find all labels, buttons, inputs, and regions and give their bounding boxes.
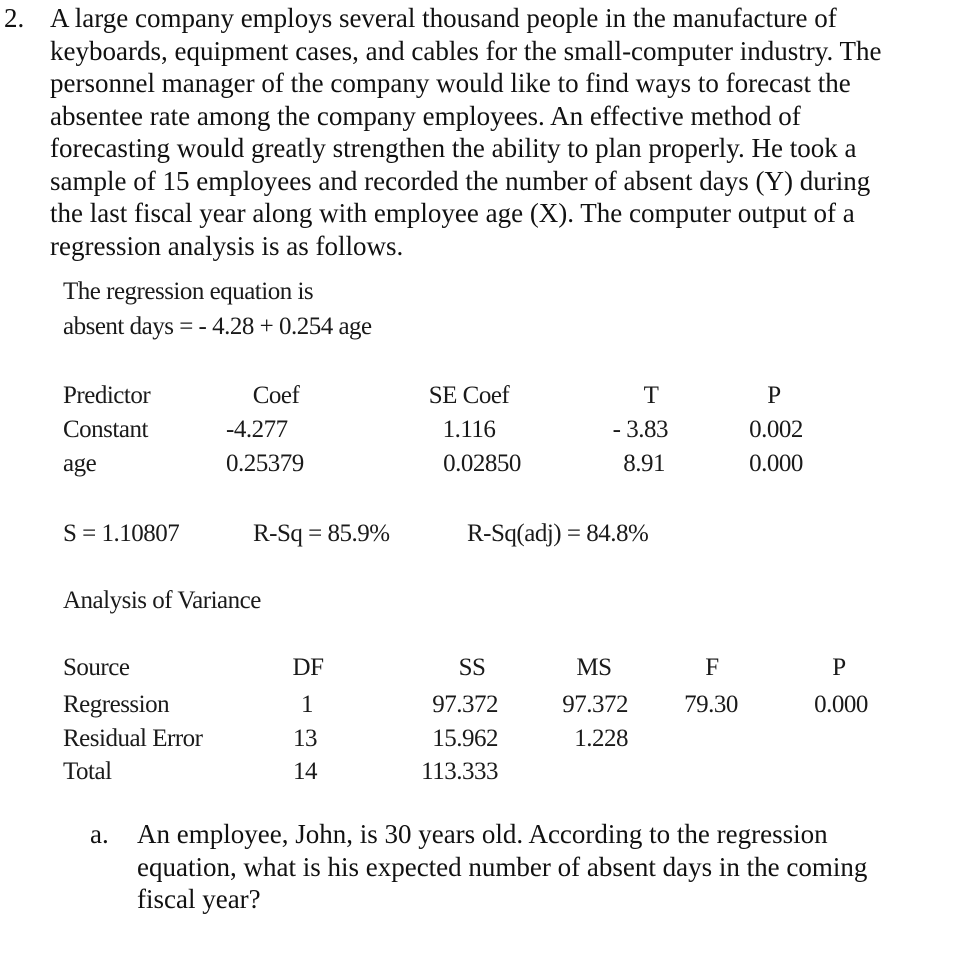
summary-rsq: R-Sq = 85.9% [253,520,390,547]
coef-cell-se-coef: 0.02850 [443,450,521,477]
anova-cell-ss: 15.962 [432,725,498,752]
question-a-text [137,818,957,916]
coef-header-coef: Coef [252,382,300,409]
anova-cell-ms: 97.372 [562,691,628,718]
regression-equation: absent days = - 4.28 + 0.254 age [63,313,372,340]
problem-line: sample of 15 employees and recorded the number of absent days (Y) during [50,165,871,196]
problem-line: keyboards, equipment cases, and cables for the small-computer industry. The [50,35,882,66]
anova-header-f: F [705,654,719,681]
anova-cell-source: Regression [63,691,170,718]
coef-header-t: T [643,382,659,409]
coef-cell-coef: -4.277 [226,416,288,443]
question-a-line: fiscal year? [137,884,261,914]
coef-cell-se-coef: 1.116 [442,416,496,443]
anova-header-df: DF [292,654,324,681]
anova-cell-p: 0.000 [814,691,868,718]
anova-header-ss: SS [458,654,486,681]
problem-line: forecasting would greatly strengthen the ability to plan properly. He took a [50,133,857,163]
anova-title: Analysis of Variance [63,587,261,614]
question-a-line: An employee, John, is 30 years old. According to the regression [137,819,828,849]
problem-number: 2. [4,3,25,33]
coef-cell-t: - 3.83 [612,416,668,443]
summary-s: S = 1.10807 [63,520,180,547]
coef-cell-predictor: Constant [63,416,148,443]
regression-title: The regression equation is [63,278,314,305]
coef-cell-coef: 0.25379 [226,450,304,477]
anova-header-source: Source [63,654,130,681]
anova-cell-ss: 113.333 [421,758,498,785]
coef-cell-predictor: age [63,450,97,477]
anova-cell-source: Total [63,758,112,785]
anova-cell-ms: 1.228 [574,725,628,752]
coef-header-se-coef: SE Coef [428,382,510,409]
problem-line: personnel manager of the company would like to find ways to forecast the [50,68,851,98]
coef-cell-p: 0.002 [749,416,803,443]
problem-text [50,2,950,262]
anova-header-p: P [832,654,846,681]
anova-cell-df: 13 [293,725,317,752]
coef-cell-t: 8.91 [623,450,665,477]
coef-header-p: P [767,382,781,409]
question-a-letter: a. [90,819,109,849]
problem-line: absentee rate among the company employees. An effective method of [50,100,801,131]
anova-cell-f: 79.30 [684,691,738,718]
anova-cell-ss: 97.372 [432,691,498,718]
question-a-line: equation, what is his expected number of absent days in the coming [137,851,868,882]
coef-header-predictor: Predictor [63,382,151,409]
problem-line: A large company employs several thousand people in the manufacture of [50,3,837,33]
problem-line: the last fiscal year along with employee age (X). The computer output of a [50,198,855,228]
problem-line: regression analysis is as follows. [50,230,404,261]
summary-rsq-adj: R-Sq(adj) = 84.8% [467,520,649,547]
anova-cell-source: Residual Error [63,725,203,752]
anova-cell-df: 1 [301,691,313,718]
anova-cell-df: 14 [293,758,317,785]
coef-cell-p: 0.000 [749,450,803,477]
anova-header-ms: MS [576,654,612,681]
